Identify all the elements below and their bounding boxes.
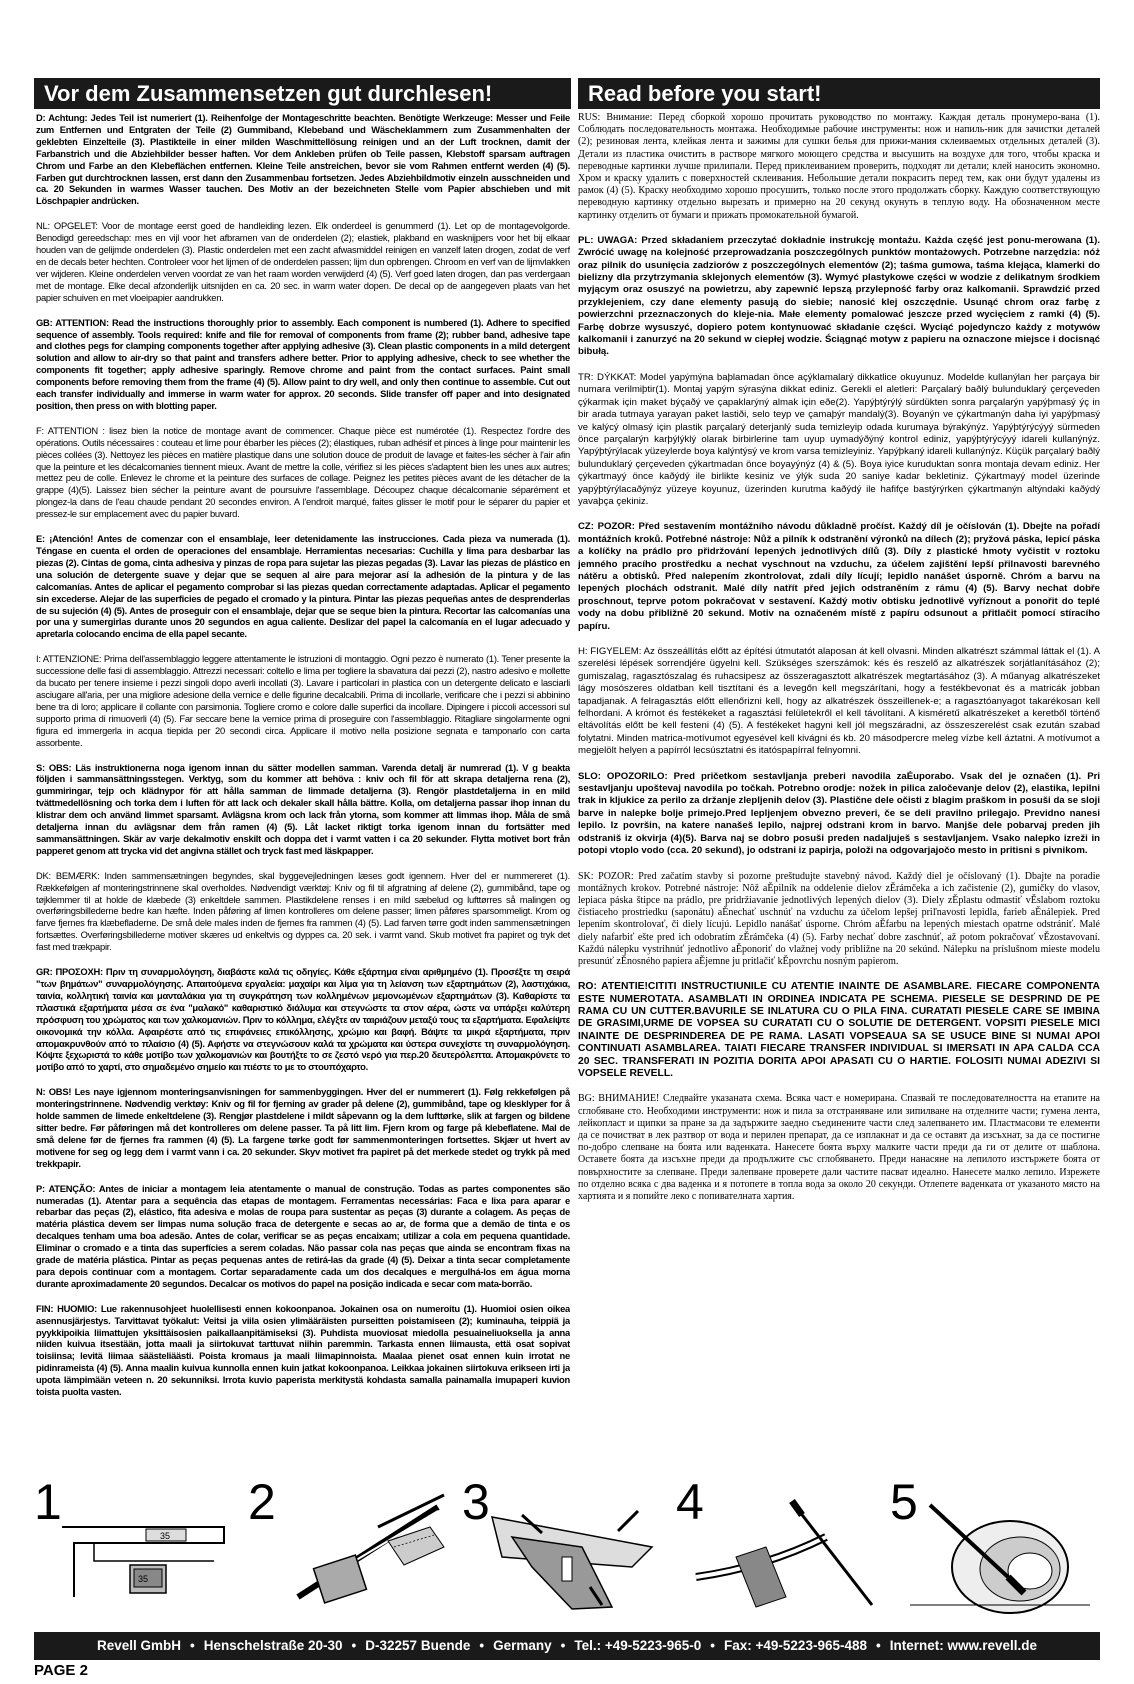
page-number: PAGE 2 [34, 1662, 88, 1679]
footer-separator: • [479, 1638, 485, 1653]
instructions-nl: NL: OPGELET: Voor de montage eerst goed de handleiding lezen. Elk onderdeel is genummerd (1). Let op de montagevolgorde. Benodigd gereedschap: mes en vijl voor het afbramen van de onderdelen (2); elastiek, plakband en wasknijpers voor het bij elkaar houden van de gelijmde onderdelen (3). Plastic onderdelen met een zacht afwasmiddel reinigen en vanzelf laten drogen, zodat de verf en de decals beter hechten. Controleer voor het lijmen of de onderdelen passen; lijm dun opbrengen. Chroom en verf van de lijmvlakken ver wijderen. Kleine onderdelen verven voordat ze van het raam worden verwijderd (4) (5). Verf goed laten drogen, dan pas verdergaan met de montage. Elke decal afzonderlijk uitsnijden en ca. 20 sec. in warm water dopen. De decal op de aangegeven plaats van het papier schuiven en met vloeipapier aandrukken. [36, 220, 570, 303]
instructions-ro: RO: ATENTIE!CITITI INSTRUCTIUNILE CU ATENTIE INAINTE DE ASAMBLARE. FIECARE COMPONENTA ESTE NUMEROTATA. ASAMBLATI IN ORDINEA INDICATA PE SCHEMA. PIESELE SE DESPRIND DE PE RAMA CU UN CUTTER.BAVURILE SE INLATURA CU O PILA FINA. CURATATI PIESELE CARE SE IMBINA DE GRASIMI,URME DE VOPSEA SU CURATATI CU O SOLUTIE DE DETERGENT. VOPSITI PIESELE MICI INAINTE DE DESPRINDEREA DE PE RAMA. LASATI VOPSEAUA SA SE USUCE BINE SI NUMAI APOI CONTINUATI ASAMBLAREA. TAIATI FIECARE TRANSFER INDIVIDUAL SI IMERSATI IN APA CALDA CCA 20 SEC. TRANSFERATI IN POZITIA DORITA APOI APASATI CU O HARTIE. FOLOSITI NUMAI ADEZIVI SI VOPSELE REVELL. [578, 981, 1100, 1079]
footer-tel: Tel.: +49-5223-965-0 [574, 1638, 702, 1653]
footer-separator: • [560, 1638, 566, 1653]
footer-fax: Fax: +49-5223-965-488 [724, 1638, 867, 1653]
instructions-p: P: ATENÇÃO: Antes de iniciar a montagem leia atentamente o manual de construção. Todas as partes componentes são numeradas (1). Atentar para a sequência das etapas de montagem. Ferramentas necessárias: Faca e lixa para aparar e rebarbar das peças (2), elástico, fita adesiva e molas de roupa para sustentar as peças (3) durante a colagem. As peças de matéria plástica devem ser limpas numa solução fraca de detergente e secas ao ar, de forma que a demão de tinta e os decalques tenham uma boa adesão. Antes de colar, verificar se as peças encaixam; utilizar a cola em pequena quantidade. Eliminar o cromado e a tinta das superfícies a serem coladas. Não passar cola nas peças que ainda se encontram fixas na grade de matéria plástica. Pintar as peças pequenas antes de retirá-las da grade (4) (5). Deixar a tinta secar completamente para depois continuar com a montagem. Cortar separadamente cada um dos decalques e mergulhá-los em água morna durante aproximadamente 20 segundos. Decalcar os motivos do papel na posição indicada e secar com mata-borrão. [36, 1182, 570, 1289]
right-header-banner: Read before you start! [578, 78, 1100, 109]
step-2-number: 2 [248, 1474, 276, 1530]
instructions-bg: BG: ВНИМАНИЕ! Следвайте указаната схема. Всяка част е номерирана. Спазвай те последователността на етапите на сглобяване сто. Необходими инструменти: нож и пила за отстраняване или зипилване на отделните части; гумена лента, лейкопласт и щипки за пране за да задържите заедно съединените части след залепването им. Пластмасови те елементи да се почистват в лек разтвор от вода и перилен препарат, да се изплакнат и да се оставят да изсъхнат, за да се постигне по-добро слепване на боята или ваденката. Нанесете боята върху малките части преди да ги от делите от шаблона. Оставете боята да изсъхне преди да продължите със сглобяването. Преди нанасяне на лепилото изстържете боята от повърхностите за слепване. Преди залепване проверете дали частите пасват идеално. Нанесете малко лепило. Изрежете по отделно всяка с два ваденка и я потопете в топла вода за около 20 секунди. Отлепете ваденката от указаното място на хартията и я попийте леко с попивателната хартия. [578, 1093, 1100, 1203]
painting-on-sprue-drawing [676, 1487, 876, 1617]
footer-website-link[interactable]: Internet: www.revell.de [889, 1638, 1038, 1653]
left-instructions-column [36, 112, 570, 1411]
instructions-dk: DK: BEMÆRK: Inden sammensætningen begyndes, skal byggevejledningen læses godt igennem. Hver del er nummereret (1). Rækkefølgen af monteringstrinnene skal overholdes. Nødvendigt værktøj: Kniv og fil til afgratning af delene (2), gummibånd, tape og tøjklemmer til at holde de klæbede (3) enkeltdele sammen. Plastikdelene renses i en mild sæbelud og lufttørres så malingen og overføringsbillederne bedre kan hæfte. Inden påføring af limen kontrolleres om delene passer; limen påføres sparsommeligt. Krom og farve fjernes fra klæbefladerne. De små dele males inden de fjernes fra rammen (4) (5). Lad farven tørre godt inden sammensætningen fortsættes. Overføringsbillederne motiver skæres ud enkeltvis og dyppes ca. 20 sek. i varmt vand. Skub motivet fra papiret og tryk det fast med trækpapir. [36, 869, 570, 953]
instructions-pl: PL: UWAGA: Przed składaniem przeczytać dokładnie instrukcję montażu. Każda część jest ponu-merowana (1). Zwrócić uwagę na kolejność przeprowadzania poszczególnych punktów montażowych. Potrzebne narzędzia: nóż oraz pilnik do usunięcia zadziorów z poszczególnych elementów (2); taśma gumowa, taśma klejąca, klamerki do bielizny dla przytrzymania sklejonych elementów (3). Wymyć plastykowe części w wodzie z delikatnym środkiem myjącym oraz osuszyć na powietrzu, aby zapewnić lepszą przylepność farby oraz kalkomanii. Sprawdzić przed przyklejeniem, czy dane elementy pasują do siebie; nanosić klej oszczędnie. Usunąć chrom oraz farbę z powierzchni przeznaczonych do kleje-nia. Małe elementy pomalować jeszcze przed wycięciem z ramki (4) (5). Farbę dobrze wysuszyć, dopiero potem kontynuować składanie części. Wyciąć pojedynczo każdy z motywów kalkomanii i zanurzyć na 20 sekund w ciepłej wodzie. Ściągnąć motyw z papieru na oznaczone miejsce i docisnąć bibułą. [578, 234, 1100, 358]
footer-city: D-32257 Buende [365, 1638, 471, 1653]
step-4-illustration [676, 1474, 876, 1617]
knife-and-file-drawing [248, 1487, 448, 1617]
step-5-illustration [890, 1474, 1090, 1617]
instructions-tr: TR: DÝKKAT: Model yapýmýna baþlamadan önce açýklamalarý dikkatlice okuyunuz. Modelde kullanýlan her parçaya bir numara verilmiþtir(1). Montaj yapým sýrasýna dikkat ediniz. Gerekli el aletleri: Parçalarý baðlý bulunduklarý çerçeveden çýkarmak için maket býçaðý ve çapaklarýný almak için eðe(2). Yapýþtýrýlý sürdükten sonra parçalarýn yapýþmasý ýç in bir arada tutmaya yarayan paket lastiði, selo teyp ve çamaþýr mandalý(3). Boyanýn ve çýkartmanýn daha iyi yapýþmasý ve kalýcý olmasý için plastik parçalarý deterjanlý suda temizleyip odada kurumaya býrakýnýz. Yapýþtýrýcýyý sürmeden önce parçalarýn karþýlýklý olarak birbirlerine tam uyup uymadýðýný kontrol ediniz, yapýþtýrýcýyý idareli kullanýnýz. Yapýþtýrýlacak yüzeylerde boya kalýntýsý ve krom varsa temizleyiniz. Yapýþkaný idareli kullanýnýz. Küçük parçalarý baðlý bulunduklarý çerçeveden çýkartmadan önce boyayýnýz (4) & (5). Boya iyice kuruduktan sonra montaja devam ediniz. Her çýkartmayý önce kaðýdý ile birlikte kesiniz ve ýlýk suda 20 saniye kadar bekletiniz. Çýkartmayý model üzerinde yapýþtýrýlacaðýnýz yüzeye koyunuz, üzerinden kurutma kaðýdý ile hafifçe bastýrýrken çýkartmanýn altýndaki kaðýdý yavaþça çekiniz. [578, 371, 1100, 507]
right-instructions-column [578, 112, 1100, 1216]
instructions-de: D: Achtung: Jedes Teil ist numeriert (1). Reihenfolge der Montageschritte beachten. Benötigte Werkzeuge: Messer und Feile zum Entfernen und Entgraten der Teile (2) Gummiband, Klebeband und Wäscheklammern zum Zusammenhalten der geklebten Einzelteile (3). Plastikteile in einer milden Waschmittellösung reinigen und an der Luft trocknen, damit der Farbanstrich und die Abziehbilder besser haften. Vor dem Ankleben prüfen ob Teile passen, Klebstoff sparsam auftragen Chrom und Farbe an den Klebeflächen entfernen. Kleine Teile anstreichen, bevor sie vom Rahmen entfernt werden (4) (5). Farben gut durchtrocknen lassen, erst dann den Zusammenbau fortsetzen. Jedes Abziehbildmotiv einzeln ausschneiden und ca. 20 Sekunden in warmes Wasser tauchen. Des Motiv an der bezeichneten Stelle vom Papier abschieben und mit Löschpapier andrücken. [36, 112, 570, 207]
step-1-number: 1 [34, 1474, 62, 1530]
left-header-banner: Vor dem Zusammensetzen gut durchlesen! [34, 78, 571, 109]
loose-part-label: 35 [138, 1574, 149, 1584]
step-3-number: 3 [462, 1474, 490, 1530]
clamping-parts-drawing [462, 1487, 662, 1617]
step-5-number: 5 [890, 1474, 918, 1530]
decal-application-drawing [890, 1487, 1100, 1617]
instructions-rus: RUS: Внимание: Перед сборкой хорошо прочитать руководство по монтажу. Каждая деталь пронумеро-вана (1). Соблюдать последовательность монтажа. Необходимые рабочие инструменты: нож и напиль-ник для зачистки деталей (2); резиновая лента, клейкая лента и зажимы для сушки белья для прижи-мания склеиваемых отдельных деталей (3). Детали из пластика очистить в растворе мягкого моющего средства и высушить на воздухе для того, чтобы краска и переводные картинки лучше прилипали. Перед приклеиванием проверить, подходят ли детали; клей наносить экономно. Хром и краску удалить с поверхностей склеивания. Небольшие детали покрасить перед тем, как они будут удалены из рамок (4) (5). Краску необходимо хорошо просушить, только после этого продолжать сборку. Каждую соответствующую переводную картинку отдельно вырезать и примерно на 20 секунд окунуть в теплую воду. На обозначенном месте картинку отделить от бумаги и прижать промокательной бумагой. [578, 112, 1100, 221]
footer-separator: • [710, 1638, 716, 1653]
instructions-fin: FIN: HUOMIO: Lue rakennusohjeet huolellisesti ennen kokoonpanoa. Jokainen osa on numeroitu (1). Huomioi osien oikea asennusjärjestys. Tarvittavat työkalut: Veitsi ja viila osien ylimääräisten purseitten poistamiseen (2); kuminauha, teippiä ja pyykkipoikia liimattujen yksittäisosien paikallaanpitämiseksi (3). Puhdista muoviosat miedolla pesuaineliuoksella ja anna niiden kuivua itsestään, jotta maali ja siirtokuvat tarttuvat niihin paremmin. Tarkasta ennen liimausta, että osat sopivat toisiinsa; levitä liimaa säästeliäästi. Poista kromaus ja maali liimapinnoista. Maalaa pienet osat ennen kuin irrotat ne pidinrameista (4) (5). Anna maalin kuivua kunnolla ennen kuin jatkat kokoonpanoa. Leikkaa jokainen siirtokuva erikseen irti ja upota lämpimään veteen n. 20 sekunniksi. Irrota kuvio paperista merkitystä kohdasta samalla painamalla imupaperi kuvion toista puolta vasten. [36, 1302, 570, 1398]
instructions-slo: SLO: OPOZORILO: Pred pričetkom sestavljanja preberi navodila zaÉuporabo. Vsak del je označen (1). Pri sestavljanju upoštevaj navodila po točkah. Potrebno orodje: nožek in pilica zaločevanje delov (2), elastika, lepilni trak in kljukice za perilo za držanje zlepljenih delov (3). Plastične dele očisti z blagim praškom in posuši da se sloji barve in nalepke bolje primejo.Pred lepljenjem obvezno preveri, če se deli pravilno prilegajo. Previdno nanesi lepilo. Iz površin, na katere nanašeš lepilo, najprej odstrani krom in barvo. Manjše dele pobarvaj preden jih odstraniš iz okvirja (4)(5). Barva naj se dobro posuši preden nadaljuješ s sestavljanjem. Vsako nalepko izreži in potopi vtoplo vodo (cca. 20 sekund), jo odstrani iz papirja, položi na odgovarjajočo mesto in pritisni s pivnikom. [578, 770, 1100, 857]
footer-separator: • [876, 1638, 881, 1653]
instructions-gb: GB: ATTENTION: Read the instructions thoroughly prior to assembly. Each component is numbered (1). Adhere to specified sequence of assembly. Tools required: knife and file for removal of components from frame (2); rubber band, adhesive tape and clothes pegs for clamping components together after applying adhesive (3). Clean plastic components in a mild detergent solution and allow to air-dry so that paint and transfers adhere better. Prior to applying adhesive, check to see whether the components fit together; apply adhesive sparingly. Remove chrome and paint from the contact surfaces. Paint small components before removing them from the frame (4) (5). Allow paint to dry well, and only then continue to assemble. Cut out each transfer individually and immerse in warm water for approx. 20 seconds. Slide transfer off paper and into designated position, then press on with blotting paper. [36, 316, 570, 411]
parts-frame-drawing [34, 1487, 234, 1617]
instructions-s: S: OBS: Läs instruktionerna noga igenom innan du sätter modellen samman. Varenda detalj är numrerad (1). V g beakta följden i sammansättningsstegen. Verktyg, som du kommer att behöva : kniv och fil för att skrapa detaljerna rena (2), gummiringar, tejp och klädnypor för att hålla samman de limmade detaljerna (3). Rengör plastdetaljerna in en mild tvättmedellösning och torka dem i luften för att lack och dekaler skall hålla bättre. Kolla, om detaljerna passar ihop innan du klistrar dem och använd limmet sparsamt. Avlägsna krom och lack från ytorna, som kommer att limmas ihop. Måla de små detaljerna innan du avlägsnar dem från ramen (4) (5). Låt lacket riktigt torka igenom innan du fortsätter med sammansättningen. Skär av varje dekalmotiv enskilt och doppa det i varmt vatten i ca 20 sekunder. Flytta motivet bort från papperet genom att trycka vid det angivna stället och tryck fast med läskpapper. [36, 761, 570, 856]
step-4-number: 4 [676, 1474, 704, 1530]
footer-bar [34, 1632, 1100, 1660]
instructions-sk: SK: POZOR: Pred začatím stavby si pozorne preštudujte stavebný návod. Každý diel je očíslovaný (1). Dbajte na poradie montážnych krokov. Potrebné nástroje: Nôž aĚpilník na oddelenie dielov zĚrámčeka a ich začistenie (2), gumičky do vlasov, lepiaca páska štipce na prádlo, pre pridržiavanie jednotlivých lepených dielov (3). Diely zĚplastu odmastiť vĚslabom roztoku čistiaceho prostriedku (saponátu) aĚnechať uschnúť na vzduchu za účelom lepšej priľnavosti lepidla, farieb aĚnálepiek. Pred lepením skontrolovať, či diely lícujú. Lepidlo nanášať úsporne. Chróm aĚfarbu na lepených miestach opatrne odstrániť. Malé diely nafarbiť ešte pred ich odobratím zĚrámčeka (4) (5). Farby nechať dobre zaschnúť, až potom pokračovať vĚzostavovaní. Každú nálepku vystrihnúť jednotlivo aĚponoriť do vlažnej vody približne na 20 sekúnd. Nálepku na príslušnom mieste modelu presunúť zĚnosného papiera aĚjemne ju pritlačiť kĚpovrchu nosným papierom. [578, 870, 1100, 967]
footer-country: Germany [493, 1638, 552, 1653]
step-3-illustration [462, 1474, 662, 1617]
footer-company: Revell GmbH [96, 1638, 181, 1653]
step-2-illustration [248, 1474, 448, 1617]
instructions-i: I: ATTENZIONE: Prima dell'assemblaggio leggere attentamente le istruzioni di montaggio. Ogni pezzo è numerato (1). Tener presente la successione delle fasi di assemblaggio. Attrezzi necessari: coltello e lima per togliere la sbavatura dai pezzi (2), nastro adesivo e mollette da bucato per tenere insieme i pezzi singoli dopo averli incollati (3). Lavare i particolari in plastica con un detergente delicato e lasciarli asciugare all'aria, per una migliore adesione della vernice e delle figurine decalcabili. Prima di incollarle, verificare che i pezzi si abbinino bene tra di loro; applicare il collante con parsimonia. Togliere cromo e colore dalle superfici da incollare. Dipingere i piccoli accessori sul supporto prima di rimuoverli (4) (5). Far seccare bene la vernice prima di proseguire con l'assemblaggio. Ritagliare singolarmente ogni figura ed immergerla in acqua tiepida per 20 secondi circa. Applicare il motivo nella posizione segnata e tamponarlo con carta assorbente. [36, 653, 570, 748]
instructions-h: H: FIGYELEM: Az összeállítás előtt az építési útmutatót alaposan át kell olvasni. Minden alkatrészt számmal láttak el (1). A szerelési lépések sorrendjére ügyelni kell. Szükséges szerszámok: kés és reszelő az alkatrészek sorjátlanításához (2); gumiszalag, ragasztószalag és ruhacsipesz az összeragasztott alkatrészek megtartásához (3). A műanyag alkatrészeket lágy mosószeres oldatban kell tisztítani és a levegőn kell megszárítani, hogy a festékbevonat és a matricák jobban tapadjanak. A felragasztás előtt ellenőrizni kell, hogy az alkatrészek összeillenek-e; a ragasztóanyagot takarékosan kell felhordani. A krómot és festékeket a ragasztási felületekről el kell távolítani. A kisméretű alkatrészeket a keretből történő eltávolítás előtt be kell festeni (4) (5). A festékeket hagyni kell jól megszáradni, az összeszerelést csak ezután szabad folytatni. Minden matrica-motívumot egyesével kell kivágni és kb. 20 másodpercre meleg vízbe kell áztatni. A motívumot a megjelölt helyen a papírról lecsúsztatni és itatóspapírral felnyomni. [578, 646, 1100, 757]
instructions-n: N: OBS! Les naye igjennom monteringsanvisningen for sammenbyggingen. Hver del er nummerert (1). Følg rekkefølgen på monteringstrinnene. Nødvendig verktøy: Kniv og fil for fjerning av grader på delene (2), gummibånd, tape og klesklyper for å holde sammen de limede enkeltdelene (3). Rengjør plastdelene i mildt såpevann og la dem lufttørke, slik at fargen og bildene sitter bedre. Før påføringen må det kontrolleres om delene passer. Ta på litt lim. Fjern krom og farge på klebeflatene. Mal de små delene før de fjernes fra rammen (4) (5). La fargene tørke godt før sammenmonteringen fortsettes. Skjær ut hvert av motivene for seg og legg dem i varmt vann i ca. 20 sekunder. Skyv motivet fra papiret på det merkede stedet og trykk på med trekkpapir. [36, 1086, 570, 1169]
footer-separator: • [351, 1638, 357, 1653]
instructions-f: F: ATTENTION : lisez bien la notice de montage avant de commencer. Chaque pièce est numérotée (1). Respectez l'ordre des opérations. Outils nécessaires : couteau et lime pour ébarber les pièces (2); élastiques, ruban adhésif et pinces à linge pour maintenir les pièces collées (3). Nettoyez les pièces en matière plastique dans une solution douce de produit de lavage et faites-les sécher à l'air afin que la peinture et les décalcomanies tiennent mieux. Avant de mettre la colle, vérifiez si les pièces s'adaptent bien les unes aux autres; mettez peu de colle. Enlevez le chrome et la peinture des surfaces de collage. Peignez les petites pièces avant de les détacher de la grappe (4)(5). Laissez bien sécher la peinture avant de poursuivre l'assemblage. Découpez chaque décalcomanie séparément et plongez-la dans de l'eau chaude pendant 20 secondes environ. A l'endroit marqué, faites glisser le motif pour le séparer du papier et pressez-le sur emplacement avec du papier buvard. [36, 424, 570, 520]
frame-part-label: 35 [160, 1531, 171, 1541]
instructions-cz: CZ: POZOR: Před sestavením montážního návodu důkladně pročíst. Každý díl je očíslován (1). Dbejte na pořadí montážních kroků. Potřebné nástroje: Nůž a pilník k odstranění výronků na dílech (2); pryžová páska, lepicí páska a kolíčky na prádlo pro přidržování lepených jednotlivých dílů (3). Díly z plastické hmoty vyčistit v roztoku jemného pracího prostředku a nechat vyschnout na vzduchu, za účelem zajištění lepší přilnavosti barevného nátěru a obtisků. Před nalepením zkontrolovat, zdali díly lícují; lepidlo nanášet úsporně. Chróm a barvu na lepených plochách odstranit. Malé díly natřít před jejich odstraněním z rámu (4) (5). Barvy nechat dobře proschnout, teprve potom pokračovat v sestavení. Každý motiv obtisku jednotlivě vyříznout a ponořit do teplé vody na dobu přibližně 20 sekund. Motiv na označeném místě z papíru odsunout a přitlačit pomocí stíracího papíru. [578, 521, 1100, 632]
footer-address: Henschelstraße 20-30 [203, 1638, 343, 1653]
instructions-e: E: ¡Atención! Antes de comenzar con el ensamblaje, leer detenidamente las instrucciones. Cada pieza va numerada (1). Téngase en cuenta el orden de operaciones del ensamblaje. Herramientas necesarias: Cuchilla y lima para desbarbar las piezas (2). Cintas de goma, cinta adhesiva y pinzas de ropa para sujetar las piezas pegadas (3). Lavar las piezas de plástico en una solución de detergente suave y dejar que se sequen al aire para mejorar así la adhesión de la pintura y de las calcomanías. Antes de aplicar el pegamento comprobar si las piezas quedan correctamente adaptadas. Aplicar el pegamento sin excederse. Alejar de las superficies de pegado el cromado y la pintura. Pintar las piezas pequeñas antes de desprenderlas de su sujeción (4) (5). Antes de proseguir con el ensamblaje, dejar que se seque bien la pintura. Recortar las calcomanías una por una y sumergirlas durante unos 20 segundos en agua caliente. Deslizar del papel la calcomanía en el lugar adecuado y apretarla colocando encima de ella papel secante. [36, 533, 570, 640]
instructions-gr: GR: ΠΡΟΣΟΧΗ: Πριν τη συναρμολόγηση, διαβάστε καλά τις οδηγίες. Κάθε εξάρτημα είναι αριθμημένο (1). Προσέξτε τη σειρά "των βημάτων" συναρμολόγησης. Απαιτούμενα εργαλεία: μαχαίρι και λίμα για τη λείανση των εξαρτημάτων (2), λαστιχάκια, ταινία, κολλητική ταινία και μανταλάκια για τη συγκράτηση των κολλημένων μεμονωμένων εξαρτημάτων (3). Καθαρίστε τα πλαστικά εξαρτήματα μέσα σε ένα "μαλακό" καθαριστικό διάλυμα και στεγνώστε τα στον αέρα, ώστε να υπάρξει καλύτερη πρόσφυση του χρώματος και των χαλκομανιών. Πριν το κόλλημα, ελέγξτε αν ταιριάζουν μεταξύ τους τα εξαρτήματα. Εφαλείψτε οικονομικά την κόλλα. Αφαιρέστε από τις επιφάνειες επικόλλησης, χρώμιο και βαφή. Βάψτε τα μικρά εξαρτήματα, πριν απομακρυνθούν από το πλαίσιο (4) (5). Αφήστε να στεγνώσουν καλά τα χρώματα και ύστερα συνεχίστε τη συναρμολόγηση. Κόψτε ξεχωριστά το κάθε μοτίβο των χαλκομανιών και βουτήξτε το σε ζεστό νερό για περ.20 δευτερόλεπτα. Απομακρύνετε το μοτίβο από το χαρτί, στο σημαδεμένο σημείο και πιέστε το με το στουπόχαρτο. [36, 966, 570, 1073]
footer-separator: • [189, 1638, 195, 1653]
step-1-illustration [34, 1474, 234, 1617]
